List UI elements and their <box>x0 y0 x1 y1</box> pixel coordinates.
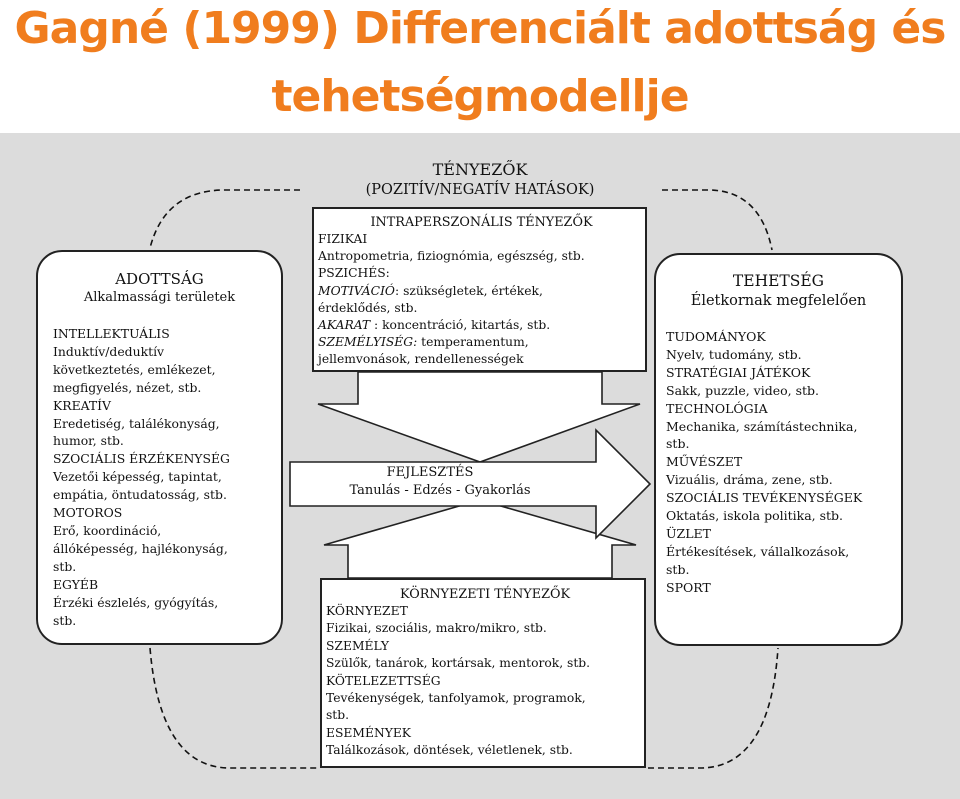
gifts-line: Induktív/deduktív <box>53 343 165 359</box>
arrow-down-shape <box>318 372 640 462</box>
talents-line: TECHNOLÓGIA <box>666 400 768 416</box>
intrapersonal-factors-box <box>312 207 647 372</box>
talents-line: MŰVÉSZET <box>666 454 743 470</box>
env-line: SZEMÉLY <box>326 638 390 653</box>
env-line: Szülők, tanárok, kortársak, mentorok, stb. <box>326 656 591 671</box>
talents-box <box>654 253 903 646</box>
dashed-loop-bottom-right <box>648 648 778 768</box>
gifts-subtitle: Alkalmassági területek <box>83 290 236 305</box>
env-line: stb. <box>326 708 350 723</box>
intra-personality-text-2: jellemvonások, rendellenességek <box>318 352 524 367</box>
gifts-line: humor, stb. <box>53 433 124 449</box>
gifts-line: következtetés, emlékezet, <box>53 361 216 377</box>
talents-line: Mechanika, számítástechnika, <box>666 418 858 434</box>
gifts-line: INTELLEKTUÁLIS <box>53 326 170 341</box>
development-subtitle: Tanulás - Edzés - Gyakorlás <box>349 483 531 498</box>
will-label: AKARAT <box>318 318 371 333</box>
gifts-line: EGYÉB <box>53 576 99 592</box>
gifts-line: stb. <box>53 558 77 574</box>
env-line: Találkozások, döntések, véletlenek, stb. <box>326 743 573 758</box>
talents-subtitle: Életkornak megfelelően <box>690 293 867 309</box>
gifts-line: Eredetiség, találékonyság, <box>53 415 220 431</box>
talents-line: Sakk, puzzle, video, stb. <box>666 382 820 398</box>
intra-physical-heading: FIZIKAI <box>318 232 368 246</box>
talents-line: Értékesítések, vállalkozások, <box>666 543 850 559</box>
environmental-title: KÖRNYEZETI TÉNYEZŐK <box>399 587 571 602</box>
gifts-box <box>36 250 283 645</box>
talents-line: ÜZLET <box>666 525 711 541</box>
development-title: FEJLESZTÉS <box>386 465 474 480</box>
env-line: KÖTELEZETTSÉG <box>326 673 441 688</box>
page-title-line-1: Gagné (1999) Differenciált adottság és <box>14 3 946 54</box>
talents-line: stb. <box>666 436 690 452</box>
personality-label: SZEMÉLYISÉG: <box>318 335 418 350</box>
factors-subtitle: (POZITÍV/NEGATÍV HATÁSOK) <box>365 182 595 198</box>
dashed-loop-top-left <box>150 190 300 248</box>
personality-text: temperamentum, <box>417 335 529 350</box>
intra-motivation-line <box>318 283 645 300</box>
talents-line: stb. <box>666 561 690 577</box>
motivation-label: MOTIVÁCIÓ <box>318 283 396 298</box>
dashed-loop-top-right <box>662 190 772 250</box>
talents-line: STRATÉGIAI JÁTÉKOK <box>666 364 811 380</box>
env-line: KÖRNYEZET <box>326 604 408 618</box>
talents-line: TUDOMÁNYOK <box>666 329 766 344</box>
gifts-line: Érzéki észlelés, gyógyítás, <box>53 594 219 610</box>
gifts-line: Vezetői képesség, tapintat, <box>53 469 222 485</box>
gifts-line: stb. <box>53 612 77 628</box>
intra-psychic-heading: PSZICHÉS: <box>318 266 390 281</box>
environmental-factors-box <box>320 578 646 768</box>
intra-personality-line <box>318 334 645 351</box>
gifts-line: MOTOROS <box>53 505 123 521</box>
factors-title: TÉNYEZŐK <box>432 160 528 179</box>
env-line: Tevékenységek, tanfolyamok, programok, <box>326 691 586 706</box>
will-text: : koncentráció, kitartás, stb. <box>370 318 551 333</box>
talents-line: Oktatás, iskola politika, stb. <box>666 508 844 524</box>
gifts-line: Erő, koordináció, <box>53 522 162 538</box>
gifts-line: megfigyelés, nézet, stb. <box>53 379 202 395</box>
gifts-line: állóképesség, hajlékonyság, <box>53 540 228 556</box>
intra-physical-text: Antropometria, fiziognómia, egészség, stb. <box>318 249 585 264</box>
gifts-title: ADOTTSÁG <box>115 270 204 288</box>
page-title-line-2: tehetségmodellje <box>271 71 689 122</box>
gifts-line: KREATÍV <box>53 397 112 413</box>
env-line: Fizikai, szociális, makro/mikro, stb. <box>326 621 547 636</box>
motivation-text: : szükségletek, értékek, <box>395 283 543 298</box>
talents-line: Nyelv, tudomány, stb. <box>666 346 802 362</box>
dashed-loop-bottom-left <box>150 648 318 768</box>
intra-motivation-text-2: érdeklődés, stb. <box>318 300 418 315</box>
arrow-up-shape <box>324 500 636 578</box>
talents-title: TEHETSÉG <box>732 272 825 290</box>
talents-line: SZOCIÁLIS TEVÉKENYSÉGEK <box>666 490 863 506</box>
gifts-line: empátia, öntudatosság, stb. <box>53 487 227 503</box>
intra-will-line <box>318 317 645 334</box>
env-line: ESEMÉNYEK <box>326 725 411 740</box>
gifts-line: SZOCIÁLIS ÉRZÉKENYSÉG <box>53 451 230 467</box>
talents-line: Vizuális, dráma, zene, stb. <box>666 472 833 488</box>
intrapersonal-title: INTRAPERSZONÁLIS TÉNYEZŐK <box>370 215 593 230</box>
talents-line: SPORT <box>666 579 711 595</box>
